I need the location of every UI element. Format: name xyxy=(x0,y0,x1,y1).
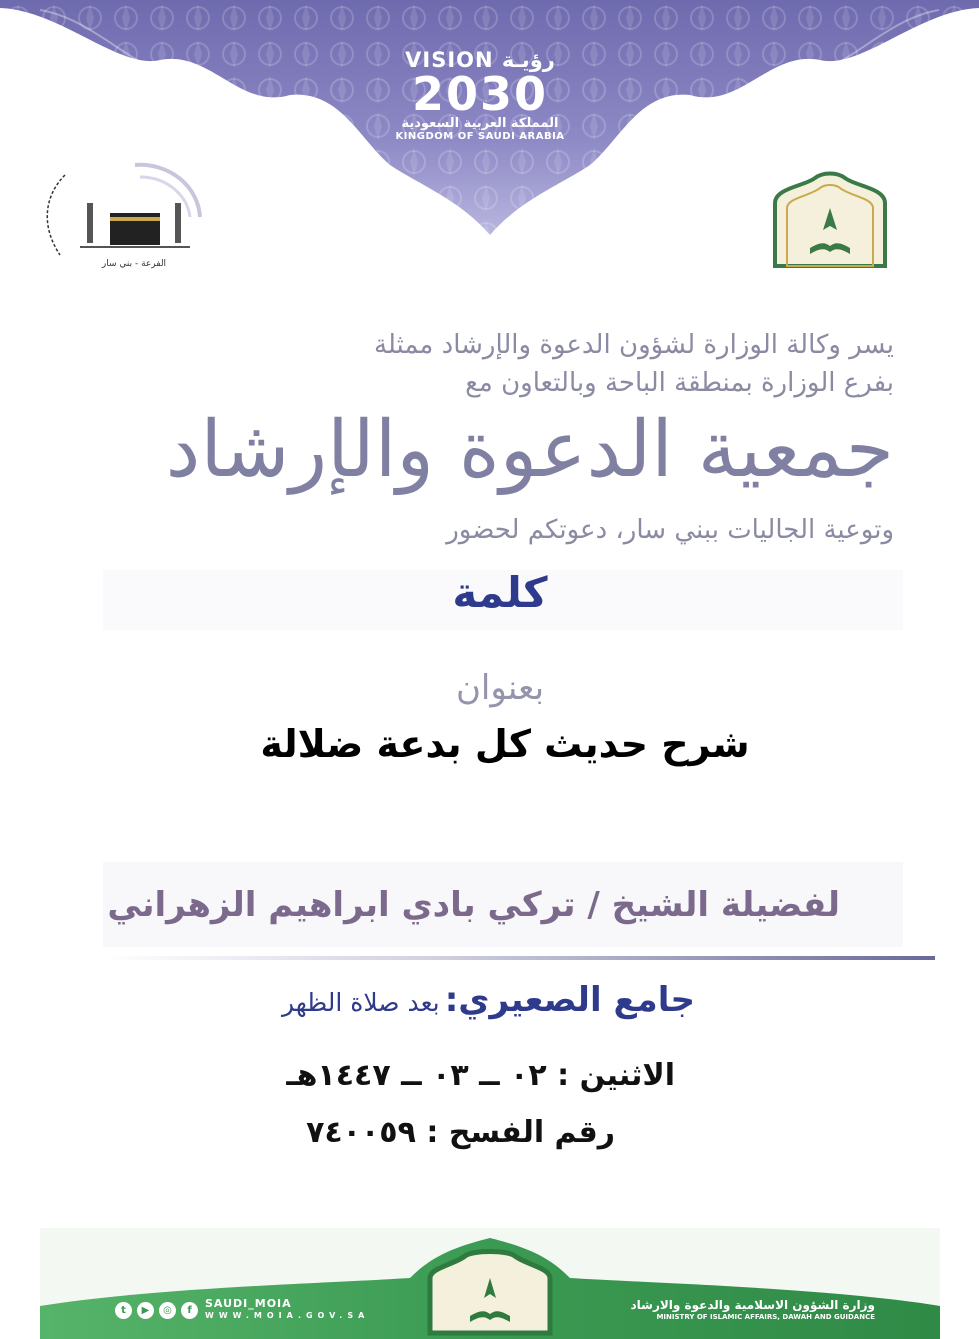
vision-2030-logo xyxy=(350,48,610,148)
ministry-logo xyxy=(765,168,895,268)
youtube-icon[interactable]: ▶ xyxy=(137,1302,154,1319)
vision-country-en: KINGDOM OF SAUDI ARABIA xyxy=(395,131,565,142)
instagram-icon[interactable]: ◎ xyxy=(159,1302,176,1319)
intro-line-3: وتوعية الجاليات ببني سار، دعوتكم لحضور xyxy=(446,515,894,545)
event-date: الاثنين : ٠٢ ــ ٠٣ ــ ١٤٤٧هـ xyxy=(286,1058,675,1093)
location-row xyxy=(150,980,695,1020)
twitter-icon[interactable]: t xyxy=(115,1302,132,1319)
speaker-name: لفضيلة الشيخ / تركي بادي ابراهيم الزهراني xyxy=(107,885,840,925)
footer-ministry-ar: وزارة الشؤون الاسلامية والدعوة والارشاد xyxy=(630,1298,875,1312)
permit-number: رقم الفسح : ٧٤٠٠٥٩ xyxy=(306,1115,615,1150)
vision-country-ar: المملكة العربية السعودية xyxy=(401,116,559,131)
association-name-calligraphy: جمعية الدعوة والإرشاد xyxy=(165,405,894,495)
intro-line-2: بفرع الوزارة بمنطقة الباحة وبالتعاون مع xyxy=(465,368,894,398)
title-label: بعنوان xyxy=(455,668,545,708)
event-type: كلمة xyxy=(452,568,548,617)
footer-band xyxy=(0,1228,979,1339)
mosque-name: جامع الصعيري: xyxy=(444,980,695,1020)
lecture-title: شرح حديث كل بدعة ضلالة xyxy=(260,722,750,766)
footer-website[interactable]: WWW.MOIA.GOV.SA xyxy=(205,1311,370,1320)
event-time: بعد صلاة الظهر xyxy=(281,988,440,1017)
intro-line-1: يسر وكالة الوزارة لشؤون الدعوة والإرشاد ممثلة xyxy=(374,330,894,360)
footer-ministry-en: MINISTRY OF ISLAMIC AFFAIRS, DAWAH AND GUIDANCE xyxy=(656,1313,875,1321)
footer-handle: SAUDI_MOIA xyxy=(205,1297,292,1310)
vision-label: VISION رؤيـة xyxy=(405,48,555,72)
association-logo-caption: الفرعة - بني سار xyxy=(101,259,167,269)
vision-year: 2030 xyxy=(411,67,549,121)
speaker-divider xyxy=(103,956,935,960)
facebook-icon[interactable]: f xyxy=(181,1302,198,1319)
